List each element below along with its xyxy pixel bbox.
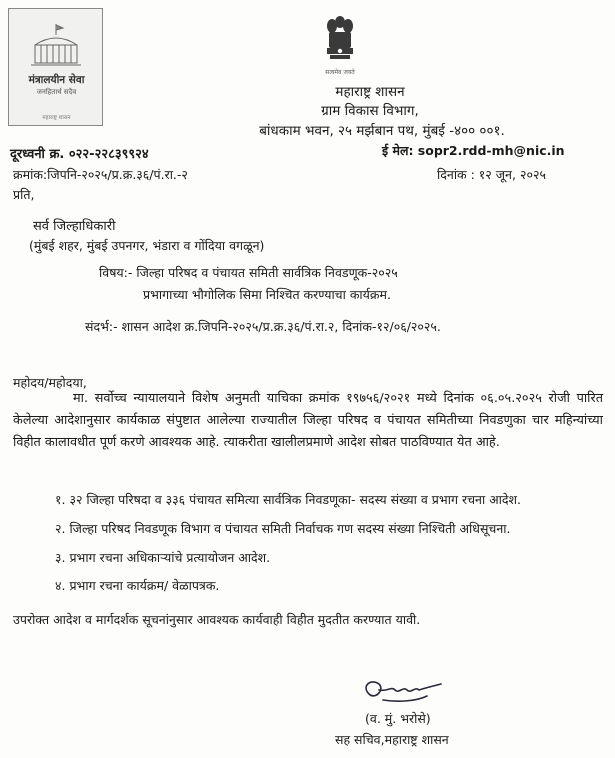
reference-line: संदर्भ:- शासन आदेश क्र.जिपनि-२०२५/प्र.क्र.३६/पं.रा.२, दिनांक-१२/०६/२०२५. (85, 319, 441, 334)
signatory-name: (व. मुं. भरोसे) (365, 711, 431, 726)
email-address: ई मेल: sopr2.rdd-mh@nic.in (382, 143, 565, 158)
list-item-2: २. जिल्हा परिषद निवडणूक विभाग व पंचायत समिती निर्वाचक गण सदस्य संख्या निश्चिती अधिसूचना. (55, 521, 511, 536)
reference-number: क्रमांक:जिपनि-२०२५/प्र.क्र.३६/पं.रा.-२ (13, 167, 188, 182)
handwritten-signature (355, 672, 445, 708)
salutation: महोदय/महोदया, (13, 375, 87, 390)
subject-line-1: विषय:- जिल्हा परिषद व पंचायत समिती सार्वत्रिक निवडणूक-२०२५ (99, 265, 398, 280)
subject-line-2: प्रभागाच्या भौगोलिक सिमा निश्चित करण्याचा कार्यक्रम. (143, 287, 391, 302)
signatory-designation: सह सचिव,महाराष्ट्र शासन (335, 732, 449, 747)
list-item-4: ४. प्रभाग रचना कार्यक्रम/ वेळापत्रक. (55, 578, 220, 593)
letter-date: दिनांक : १२ जून, २०२५ (437, 167, 546, 182)
to-label: प्रति, (13, 187, 35, 202)
seal-subtitle: जनहितार्थ सदैव (36, 88, 77, 96)
building-icon (27, 21, 85, 69)
office-address: बांधकाम भवन, २५ मर्झबान पथ, मुंबई -४०० ००१. (259, 123, 505, 139)
emblem-caption: सत्यमेव जयते (325, 69, 355, 76)
list-item-1: १. ३२ जिल्हा परिषदा व ३३६ पंचायत समित्या सार्वत्रिक निवडणूका- सदस्य संख्या व प्रभाग रचना आदेश. (55, 492, 522, 507)
closing-line: उपरोक्त आदेश व मार्गदर्शक सूचनांनुसार आवश्यक कार्यवाही विहीत मुदतीत करण्यात यावी. (13, 612, 421, 627)
national-emblem-icon (325, 14, 355, 66)
body-paragraph: मा. सर्वोच्च न्यायालयाने विशेष अनुमती याचिका क्रमांक १९७५६/२०२१ मध्ये दिनांक ०६.०५.२०२५ रोजी पारित केलेल्या आदेशानुसार कार्यकाळ संपुष्टात आलेल्या राज्यातील जिल्हा परिषद व पंचायत समितीच्या निवडणुका चार महिन्यांच्या विहीत कालावधीत पूर्ण करणे आवश्यक आहे. त्याकरीता खालीलप्रमाणे आदेश सोबत पाठविण्यात येत आहे. (13, 391, 603, 450)
recipient-line-2: (मुंबई शहर, मुंबई उपनगर, भंडारा व गोंदिया वगळून) (29, 238, 265, 253)
department-name: ग्राम विकास विभाग, (321, 103, 419, 119)
mantralayin-seva-seal (8, 8, 103, 126)
seal-title: मंत्रालयीन सेवा (28, 74, 85, 86)
government-name: महाराष्ट्र शासन (335, 84, 405, 100)
seal-tagline: महाराष्ट्र शासन (42, 115, 71, 121)
list-item-3: ३. प्रभाग रचना अधिकाऱ्यांचे प्रत्यायोजन आदेश. (55, 550, 271, 565)
phone-number: दूरध्वनी क्र. ०२२-२२८३९९२४ (10, 147, 149, 162)
recipient-line-1: सर्व जिल्हाधिकारी (33, 219, 116, 234)
